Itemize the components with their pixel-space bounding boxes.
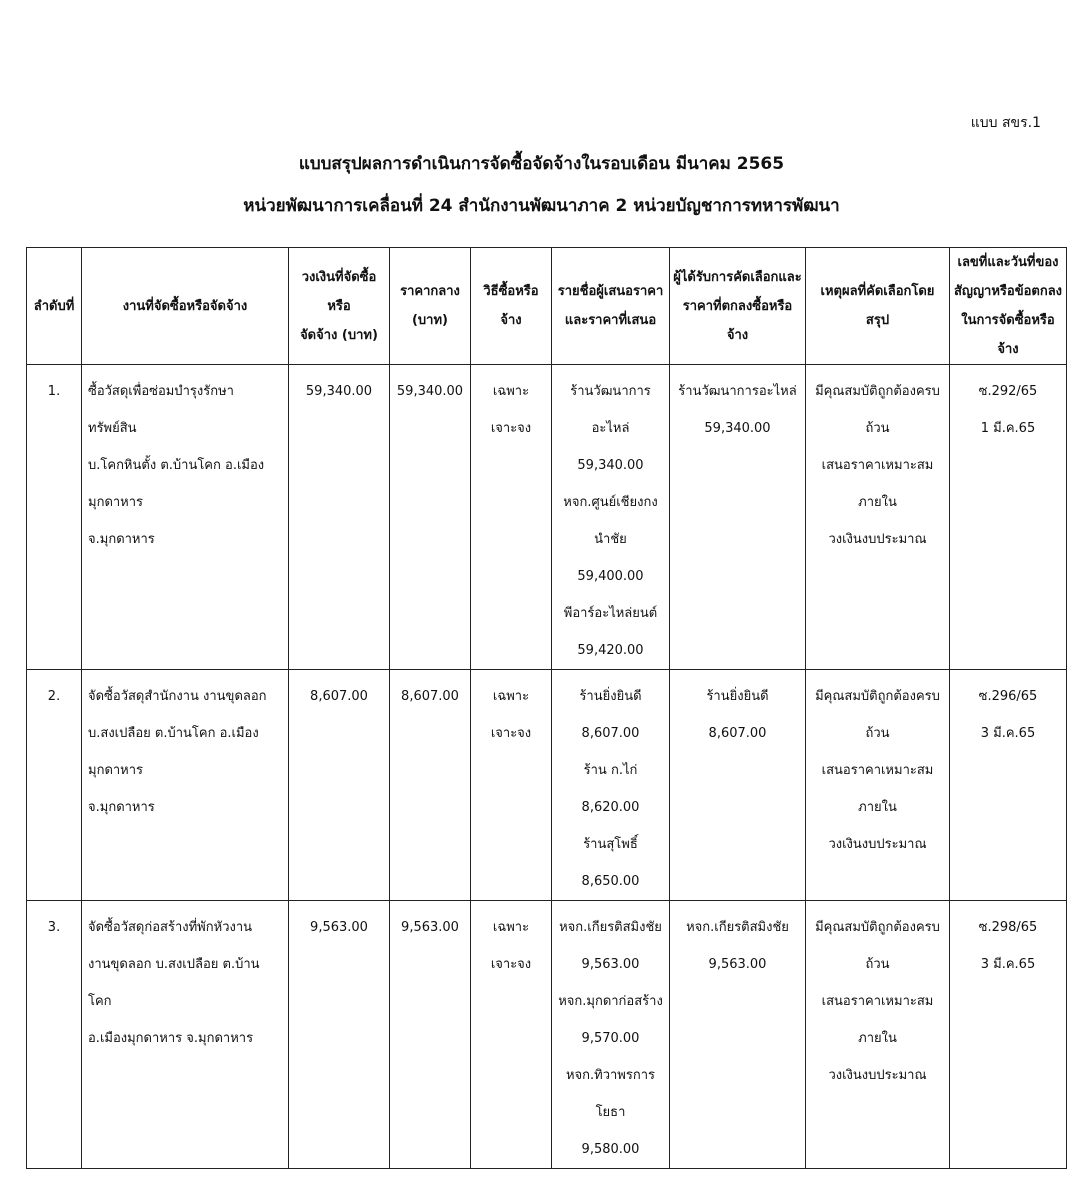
bidder-name: หจก.เกียรติสมิงชัย xyxy=(559,920,662,935)
contract-number: ซ.296/65 xyxy=(978,689,1038,704)
cell-median-price xyxy=(390,365,471,670)
header-selected-line2: ราคาที่ตกลงซื้อหรือจ้าง xyxy=(682,298,793,343)
work-line: จ.มุกดาหาร xyxy=(88,532,155,547)
cell-median-price xyxy=(390,901,471,1169)
header-median-line2: (บาท) xyxy=(411,313,448,328)
cell-selected xyxy=(670,365,806,670)
cell-contract xyxy=(950,670,1067,901)
median-price-value: 9,563.00 xyxy=(401,920,459,935)
cell-work xyxy=(82,670,289,901)
cell-reason xyxy=(806,901,950,1169)
header-selected xyxy=(670,248,806,365)
cell-method xyxy=(471,670,552,901)
work-line: อ.เมืองมุกดาหาร จ.มุกดาหาร xyxy=(88,1031,254,1046)
reason-line: วงเงินงบประมาณ xyxy=(828,1068,927,1083)
header-reason xyxy=(806,248,950,365)
work-line: บ.สงเปลือย ต.บ้านโคก อ.เมืองมุกดาหาร xyxy=(88,726,259,778)
contract-date: 3 มี.ค.65 xyxy=(980,957,1036,972)
cell-no xyxy=(27,365,82,670)
header-median-line1: ราคากลาง xyxy=(400,284,460,299)
cell-budget xyxy=(289,901,390,1169)
cell-selected xyxy=(670,901,806,1169)
median-price-value: 59,340.00 xyxy=(396,384,464,399)
contract-number: ซ.298/65 xyxy=(978,920,1038,935)
header-bidders xyxy=(552,248,670,365)
method-value: เฉพาะเจาะจง xyxy=(490,384,532,436)
reason-line: วงเงินงบประมาณ xyxy=(828,532,927,547)
cell-no xyxy=(27,670,82,901)
cell-bidders xyxy=(552,670,670,901)
reason-line: เสนอราคาเหมาะสมภายใน xyxy=(821,994,934,1046)
reason-line: มีคุณสมบัติถูกต้องครบถ้วน xyxy=(815,384,940,436)
header-contract xyxy=(950,248,1067,365)
cell-contract xyxy=(950,901,1067,1169)
work-line: จัดซื้อวัสดุสำนักงาน งานขุดลอก xyxy=(88,689,267,704)
form-code: แบบ สขร.1 xyxy=(970,115,1041,131)
contract-date: 3 มี.ค.65 xyxy=(980,726,1036,741)
header-contract-line3: ในการจัดซื้อหรือจ้าง xyxy=(961,313,1055,357)
contract-number: ซ.292/65 xyxy=(978,384,1038,399)
bidder-name: ร้าน ก.ไก่ xyxy=(583,763,638,778)
cell-median-price xyxy=(390,670,471,901)
table-row xyxy=(27,365,1067,670)
reason-line: เสนอราคาเหมาะสมภายใน xyxy=(821,763,934,815)
budget-value: 8,607.00 xyxy=(310,689,368,704)
header-budget-line1: วงเงินที่จัดซื้อหรือ xyxy=(301,269,377,314)
bidder-price: 59,340.00 xyxy=(577,458,644,473)
bidder-price: 8,620.00 xyxy=(581,800,640,815)
bidder-name: ร้านสุโพธิ์ xyxy=(583,837,638,852)
bidder-price: 59,420.00 xyxy=(577,643,644,658)
bidder-name: ร้านยิ่งยินดี xyxy=(579,689,642,704)
selected-vendor: หจก.เกียรติสมิงชัย xyxy=(686,920,789,935)
header-selected-line1: ผู้ได้รับการคัดเลือกและ xyxy=(673,269,802,285)
reason-line: มีคุณสมบัติถูกต้องครบถ้วน xyxy=(815,920,940,972)
bidder-price: 9,570.00 xyxy=(581,1031,640,1046)
reason-line: เสนอราคาเหมาะสมภายใน xyxy=(821,458,934,510)
header-bidders-line2: และราคาที่เสนอ xyxy=(564,313,657,328)
bidder-name: พีอาร์อะไหล่ยนต์ xyxy=(563,606,658,621)
work-line: จ.มุกดาหาร xyxy=(88,800,155,815)
header-work-text: งานที่จัดซื้อหรือจัดจ้าง xyxy=(122,298,248,314)
page-subtitle: หน่วยพัฒนาการเคลื่อนที่ 24 สำนักงานพัฒนาภาค 2 หน่วยบัญชาการทหารพัฒนา xyxy=(243,196,840,216)
header-method-text: วิธีซื้อหรือจ้าง xyxy=(483,284,539,328)
page-title: แบบสรุปผลการดำเนินการจัดซื้อจัดจ้างในรอบเดือน มีนาคม 2565 xyxy=(298,154,785,174)
budget-value: 9,563.00 xyxy=(310,920,368,935)
selected-price: 8,607.00 xyxy=(708,726,767,741)
cell-budget xyxy=(289,365,390,670)
header-no xyxy=(27,248,82,365)
bidder-name: หจก.ทิวาพรการโยธา xyxy=(565,1068,656,1120)
reason-line: มีคุณสมบัติถูกต้องครบถ้วน xyxy=(815,689,940,741)
work-line: ซื้อวัสดุเพื่อซ่อมบำรุงรักษาทรัพย์สิน xyxy=(88,384,234,436)
header-method xyxy=(471,248,552,365)
cell-work xyxy=(82,365,289,670)
bidder-price: 59,400.00 xyxy=(577,569,644,584)
work-line: บ.โคกหินตั้ง ต.บ้านโคก อ.เมืองมุกดาหาร xyxy=(88,458,265,510)
selected-vendor: ร้านวัฒนาการอะไหล่ xyxy=(678,384,797,399)
cell-contract xyxy=(950,365,1067,670)
work-line: จัดซื้อวัสดุก่อสร้างที่พักหัวงาน xyxy=(88,920,253,935)
bidder-name: หจก.มุกดาก่อสร้าง xyxy=(558,994,663,1009)
header-budget-line2: จัดจ้าง (บาท) xyxy=(300,327,378,343)
cell-bidders xyxy=(552,365,670,670)
header-median-price xyxy=(390,248,471,365)
budget-value: 59,340.00 xyxy=(305,384,373,399)
cell-method xyxy=(471,901,552,1169)
selected-price: 59,340.00 xyxy=(704,421,771,436)
cell-selected xyxy=(670,670,806,901)
selected-price: 9,563.00 xyxy=(708,957,767,972)
cell-no xyxy=(27,901,82,1169)
selected-vendor: ร้านยิ่งยินดี xyxy=(706,689,769,704)
row-number: 2. xyxy=(47,689,61,704)
header-reason-text: เหตุผลที่คัดเลือกโดยสรุป xyxy=(820,284,935,328)
table-header-row xyxy=(27,248,1067,365)
header-contract-line2: สัญญาหรือข้อตกลง xyxy=(953,284,1063,299)
bidder-price: 9,563.00 xyxy=(581,957,640,972)
header-budget xyxy=(289,248,390,365)
bidder-price: 8,607.00 xyxy=(581,726,640,741)
work-line: งานขุดลอก บ.สงเปลือย ต.บ้านโคก xyxy=(88,957,260,1009)
cell-budget xyxy=(289,670,390,901)
table-row xyxy=(27,901,1067,1169)
reason-line: วงเงินงบประมาณ xyxy=(828,837,927,852)
bidder-name: หจก.ศูนย์เชียงกงนำชัย xyxy=(563,495,658,547)
header-contract-line1: เลขที่และวันที่ของ xyxy=(957,255,1059,270)
bidder-name: ร้านวัฒนาการอะไหล่ xyxy=(570,384,651,436)
method-value: เฉพาะเจาะจง xyxy=(490,920,532,972)
median-price-value: 8,607.00 xyxy=(401,689,459,704)
row-number: 1. xyxy=(47,384,61,399)
cell-bidders xyxy=(552,901,670,1169)
header-bidders-line1: รายชื่อผู้เสนอราคา xyxy=(557,284,664,299)
cell-work xyxy=(82,901,289,1169)
cell-reason xyxy=(806,365,950,670)
method-value: เฉพาะเจาะจง xyxy=(490,689,532,741)
table-row xyxy=(27,670,1067,901)
procurement-summary-table xyxy=(26,247,1067,1169)
cell-reason xyxy=(806,670,950,901)
header-no-text: ลำดับที่ xyxy=(33,298,75,314)
row-number: 3. xyxy=(47,920,61,935)
contract-date: 1 มี.ค.65 xyxy=(980,421,1036,436)
header-work xyxy=(82,248,289,365)
bidder-price: 9,580.00 xyxy=(581,1142,640,1157)
cell-method xyxy=(471,365,552,670)
bidder-price: 8,650.00 xyxy=(581,874,640,889)
